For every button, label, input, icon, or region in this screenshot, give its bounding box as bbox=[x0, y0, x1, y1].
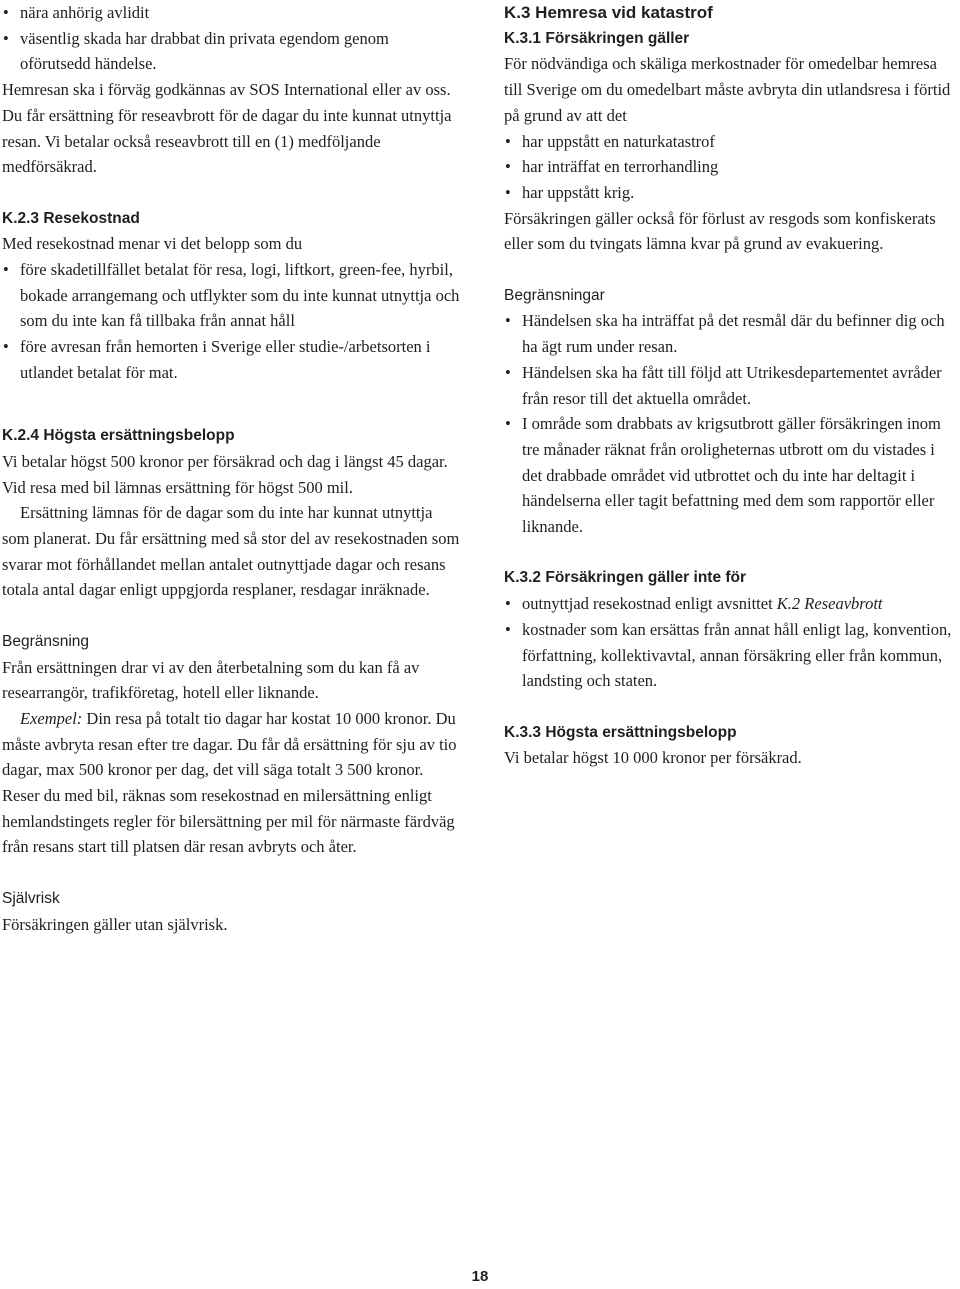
sjalvrisk-heading: Självrisk bbox=[2, 889, 60, 907]
section-heading-k3: K.3 Hemresa vid katastrof bbox=[504, 3, 713, 22]
list-item: • har inträffat en terrorhandling bbox=[504, 154, 954, 180]
example-text: Din resa på totalt tio dagar har kostat 10 000 kronor. Du måste avbryta resan efter tre dagar. Du får då ersättning för sju av tio dagar, max 500 kronor per dag, det vill säga totalt 3 500 kronor. Reser du med bil, räknas som resekostnad en milersättning enligt hemlandstingets regler för bilersättning per mil för närmaste färdväg från resans start till platsen där resan avbryts och åter. bbox=[2, 708, 457, 857]
list-item: • kostnader som kan ersättas från annat håll enligt lag, konvention, författning, kollektivavtal, annan försäkring eller från kommun, landsting och staten. bbox=[504, 617, 954, 694]
k31-intro: För nödvändiga och skäliga merkostnader för omedelbar hemresa till Sverige om du omedelbart måste avbryta din utlandsresa i förtid på grund av att det bbox=[504, 54, 951, 125]
hogsta-paragraph-2: Ersättning lämnas för de dagar som du inte har kunnat utnyttja som planerat. Du får ersättning med så stor del av resekostnaden som svarar mot förhållandet mellan antalet outnyttjade dagar och resans totala antal dagar enligt uppgjorda resplaner, resdagar inräknade. bbox=[2, 503, 460, 600]
k33-text: Vi betalar högst 10 000 kronor per försäkrad. bbox=[504, 748, 802, 768]
k31-outro: Försäkringen gäller också för förlust av resgods som konfiskerats eller som du tvingats lämna kvar på grund av evakuering. bbox=[504, 208, 936, 254]
k32-bullet1-text: outnyttjad resekostnad enligt avsnittet bbox=[522, 594, 777, 614]
left-column bbox=[2, 0, 464, 937]
begransningar-list bbox=[504, 308, 954, 539]
list-item: • före skadetillfället betalat för resa, logi, liftkort, green-fee, hyrbil, bokade arrangemang och utflykter som du inte kunnat utnyttja och som du inte kan få tillbaka från annat håll bbox=[2, 257, 464, 334]
begransning-heading: Begränsning bbox=[2, 632, 90, 650]
top-bullet-list bbox=[2, 0, 464, 77]
list-item: • I område som drabbats av krigsutbrott gäller försäkringen inom tre månader räknat från oroligheternas utbrott om du vistades i det drabbade området vid utbrottet och du inte har deltagit i händelserna eller tagit befattning med dem som rapportör eller liknande. bbox=[504, 411, 954, 540]
section-reference: K.2 Reseavbrott bbox=[776, 594, 883, 614]
list-item: • före avresan från hemorten i Sverige eller studie-/arbetsorten i utlandet betalat för mat. bbox=[2, 334, 464, 385]
section-heading-k31: K.3.1 Försäkringen gäller bbox=[504, 29, 690, 47]
k31-list bbox=[504, 129, 954, 206]
list-item: • Händelsen ska ha fått till följd att Utrikesdepartementet avråder från resor till det aktuella området. bbox=[504, 360, 954, 411]
list-item: • har uppstått krig. bbox=[504, 180, 954, 206]
list-item: • Händelsen ska ha inträffat på det resmål där du befinner dig och ha ägt rum under resan. bbox=[504, 308, 954, 359]
list-item: • nära anhörig avlidit bbox=[2, 0, 464, 26]
reseavbrott-paragraph: Hemresan ska i förväg godkännas av SOS International eller av oss. Du får ersättning för reseavbrott för de dagar du inte kunnat utnyttja resan. Vi betalar också reseavbrott till en (1) medföljande medförsäkrad. bbox=[2, 80, 452, 177]
example-paragraph bbox=[2, 706, 464, 860]
begransningar-heading: Begränsningar bbox=[504, 286, 605, 304]
hogsta-paragraph-1: Vi betalar högst 500 kronor per försäkrad och dag i längst 45 dagar. Vid resa med bil lämnas ersättning för högst 500 mil. bbox=[2, 451, 448, 497]
list-item bbox=[504, 591, 954, 617]
section-heading-k32: K.3.2 Försäkringen gäller inte för bbox=[504, 569, 747, 587]
example-label: Exempel: bbox=[20, 708, 83, 728]
list-item: • väsentlig skada har drabbat din privata egendom genom oförutsedd händelse. bbox=[2, 26, 460, 77]
k32-list bbox=[504, 591, 954, 694]
resekostnad-intro: Med resekostnad menar vi det belopp som du bbox=[2, 234, 303, 254]
begransning-paragraph: Från ersättningen drar vi av den återbetalning som du kan få av researrangör, trafikföretag, hotell eller liknande. bbox=[2, 657, 420, 703]
sjalvrisk-text: Försäkringen gäller utan självrisk. bbox=[2, 914, 228, 934]
section-heading-k24: K.2.4 Högsta ersättningsbelopp bbox=[2, 427, 235, 445]
right-column bbox=[504, 0, 954, 771]
section-heading-k23: K.2.3 Resekostnad bbox=[2, 209, 140, 227]
resekostnad-list bbox=[2, 257, 464, 386]
section-heading-k33: K.3.3 Högsta ersättningsbelopp bbox=[504, 723, 737, 741]
list-item: • har uppstått en naturkatastrof bbox=[504, 129, 954, 155]
page-number: 18 bbox=[471, 1268, 489, 1285]
